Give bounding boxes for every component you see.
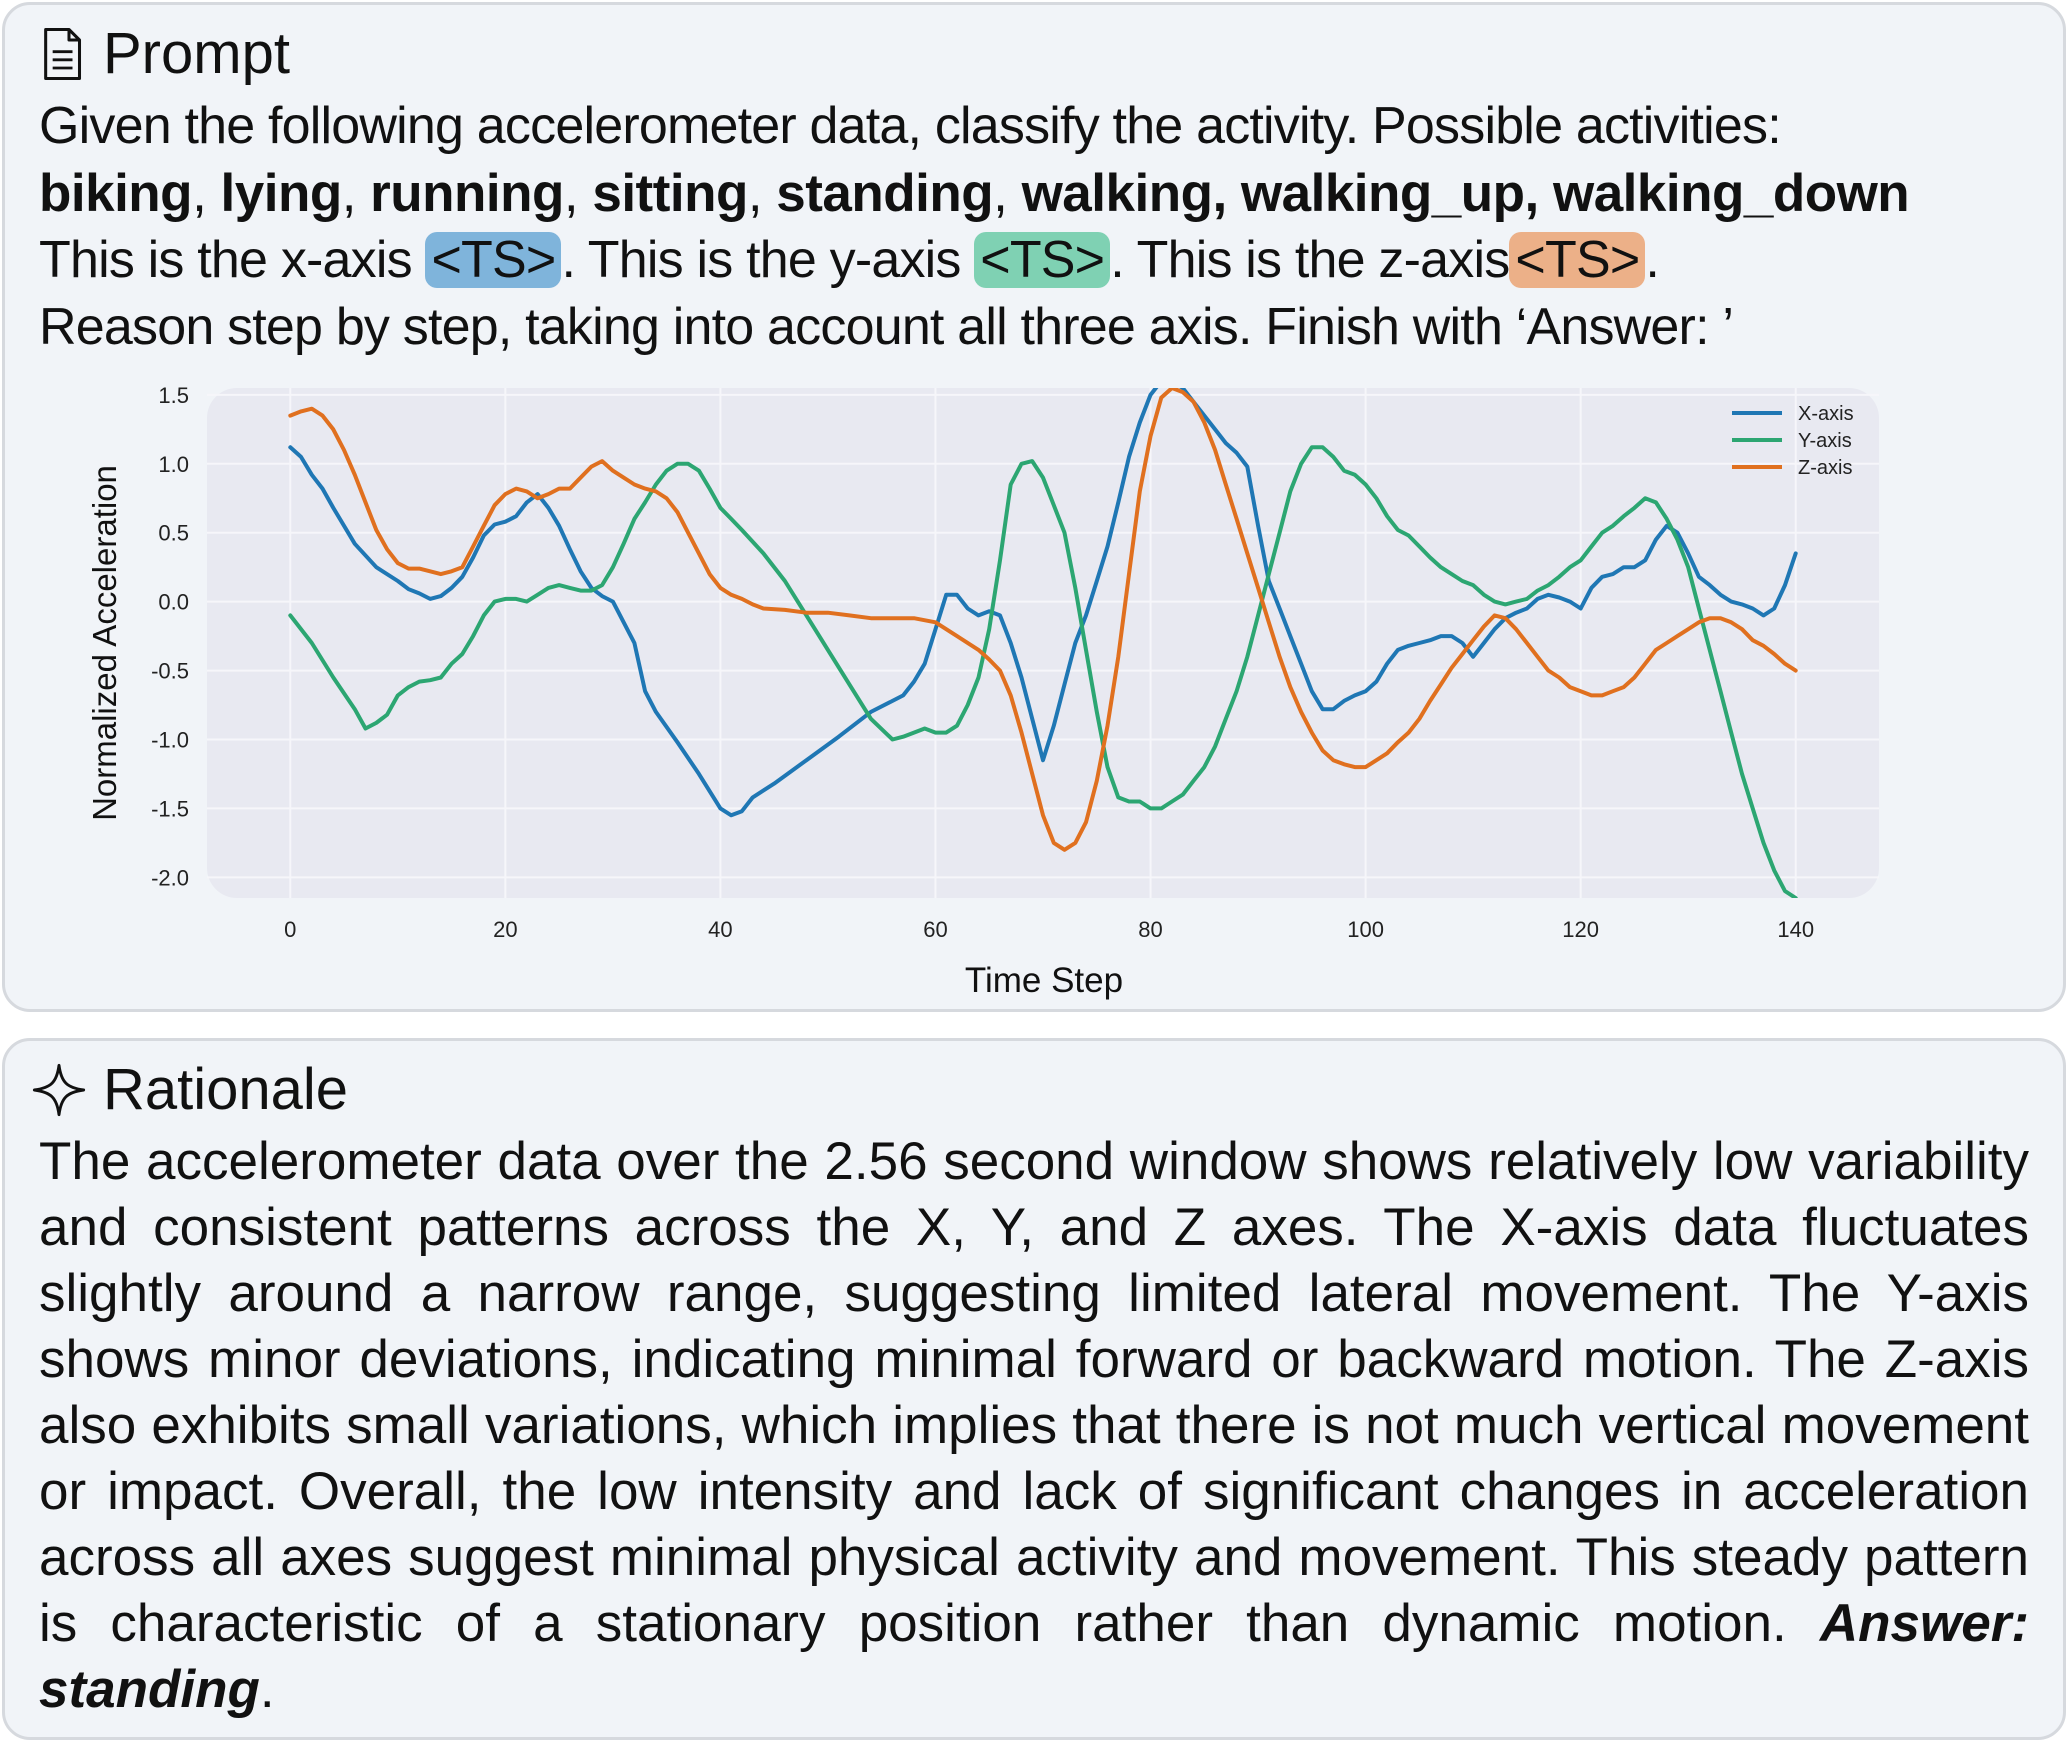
activity-standing: standing (776, 164, 994, 223)
sparkle-icon (31, 1062, 87, 1118)
rationale-card (2, 1038, 2066, 1740)
prompt-title: Prompt (103, 21, 290, 86)
y-tick-label: -1.5 (151, 796, 189, 822)
y-tick-label: 1.0 (158, 451, 189, 477)
activity-sitting: sitting (592, 164, 748, 223)
chart-svg (5, 375, 2065, 1015)
x-tick-labels (284, 917, 1814, 942)
y-tick-label: 0.5 (158, 520, 189, 546)
prompt-card (2, 2, 2066, 1012)
y-tick-label: 1.5 (158, 382, 189, 408)
x-tick-label: 140 (1777, 917, 1815, 942)
x-tick-label: 40 (708, 917, 733, 942)
x-axis-label: Time Step (964, 961, 1124, 1000)
activity-running: running (370, 164, 564, 223)
y-tick-label: -1.0 (151, 727, 189, 753)
rationale-title: Rationale (103, 1057, 349, 1122)
legend-label: Z-axis (1798, 457, 1853, 479)
rationale-body: The accelerometer data over the 2.56 second window shows relatively low variability and consistent patterns across the X, Y, and Z axes. The X-axis data fluctuates slightly around a narrow range, suggesting limited lateral movement. The Y-axis shows minor deviations, indicating minimal forward or backward motion. The Z-axis also exhibits small variations, which implies that there is not much vertical movement or impact. Overall, the low intensity and lack of significant changes in acceleration across all axes suggest minimal physical activity and movement. This steady pattern is characteristic of a stationary position rather than dynamic motion. (39, 1132, 2029, 1653)
ts-token-y: <TS> (974, 232, 1110, 288)
prompt-line-1: Given the following accelerometer data, classify the activity. Possible activities: (39, 97, 1781, 155)
legend-label: Y-axis (1798, 430, 1852, 452)
y-tick-labels (151, 383, 189, 890)
activity-walking-down: walking_down (1552, 164, 1910, 223)
x-tick-label: 80 (1138, 917, 1163, 942)
activity-walking-up: walking_up (1240, 164, 1525, 223)
ts-token-x: <TS> (425, 232, 561, 288)
activity-list: biking, lying, running, sitting, standing, walking, walking_up, walking_down (39, 164, 1910, 223)
rationale-text (39, 1129, 2029, 1723)
x-tick-label: 0 (284, 917, 297, 942)
prompt-line-4: Reason step by step, taking into account all three axis. Finish with ‘Answer: ’ (39, 298, 1734, 356)
ts-token-z: <TS> (1509, 232, 1645, 288)
prompt-text (39, 93, 2023, 361)
y-tick-label: -0.5 (151, 658, 189, 684)
y-axis-label: Normalized Acceleration (86, 465, 123, 821)
document-icon (37, 26, 87, 82)
activity-lying: lying (220, 164, 342, 223)
legend-label: X-axis (1798, 403, 1854, 425)
rationale-header (31, 1055, 348, 1125)
x-tick-label: 60 (923, 917, 948, 942)
x-tick-label: 100 (1347, 917, 1384, 942)
rationale-answer: Answer: standing (39, 1594, 2029, 1719)
x-tick-label: 20 (493, 917, 518, 942)
prompt-line-3: This is the x-axis <TS> . This is the y-axis <TS> . This is the z-axis <TS> . (39, 231, 1660, 289)
prompt-header (37, 19, 290, 89)
activity-walking: walking (1021, 164, 1213, 223)
y-tick-label: 0.0 (158, 589, 189, 615)
y-tick-label: -2.0 (151, 865, 189, 891)
x-tick-label: 120 (1562, 917, 1600, 942)
accelerometer-chart (5, 375, 2065, 1015)
activity-biking: biking (39, 164, 193, 223)
rationale-end: . (259, 1660, 275, 1719)
